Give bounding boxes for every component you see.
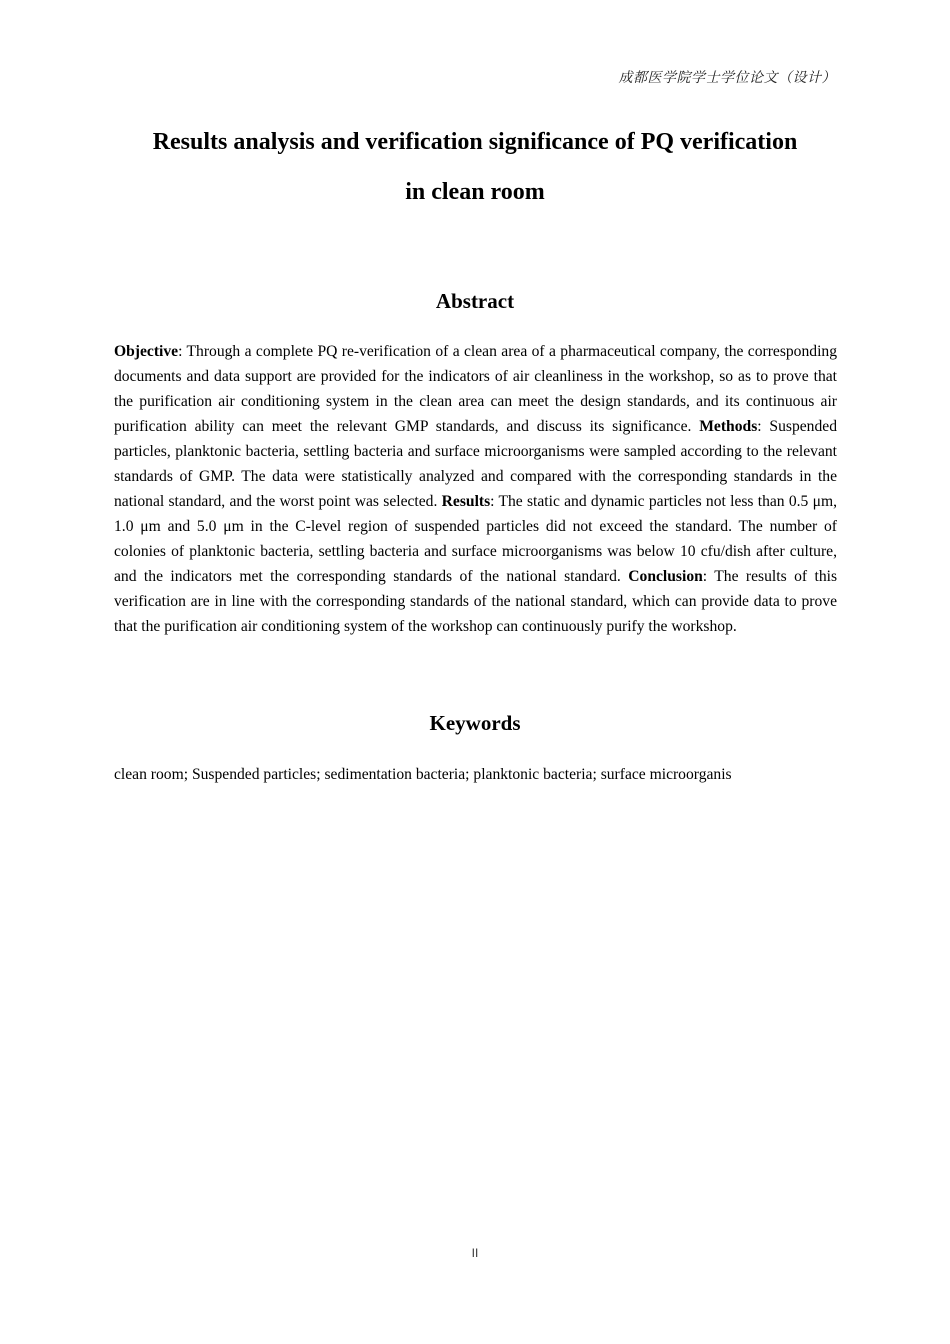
methods-text: : Suspended particles, planktonic bacteria, settling bacteria and surface microorganisms were sampled according to the relevant standards of GMP. The data were statistically analyzed and compared with the corresponding standards in the national standard, and the worst point was selected. [114,418,837,510]
running-header: 成都医学院学士学位论文（设计） [618,71,836,86]
results-label: Results [441,493,491,510]
objective-label: Objective [114,343,179,360]
abstract-body [114,339,837,639]
paper-title [114,117,836,217]
results-text: : The static and dynamic particles not less than 0.5 μm, 1.0 μm and 5.0 μm in the C-level region of suspended particles did not exceed the standard. The number of colonies of planktonic bacteria, settling bacteria and surface microorganisms was below 10 cfu/dish after culture, and the indicators met the corresponding standards of the national standard. [114,493,837,585]
objective-text: : Through a complete PQ re-verification of a clean area of a pharmaceutical company, the corresponding documents and data support are provided for the indicators of air cleanliness in the workshop, so as to prove that the purification air conditioning system in the clean area can meet the design standards, and its continuous air purification ability can meet the relevant GMP standards, and discuss its significance. [114,343,837,435]
conclusion-label: Conclusion [628,568,703,585]
paper-title-line-1: Results analysis and verification significance of PQ verification [152,129,798,155]
paper-title-line-2: in clean room [405,179,545,205]
methods-label: Methods [699,418,758,435]
abstract-heading: Abstract [435,289,515,313]
keywords-list: clean room; Suspended particles; sedimentation bacteria; planktonic bacteria; surface microorganis [114,766,732,783]
page-number: II [471,1246,479,1260]
keywords-heading: Keywords [429,711,521,735]
conclusion-text: : The results of this verification are in line with the corresponding standards of the national standard, which can provide data to prove that the purification air conditioning system of the workshop can continuously purify the workshop. [114,568,838,635]
